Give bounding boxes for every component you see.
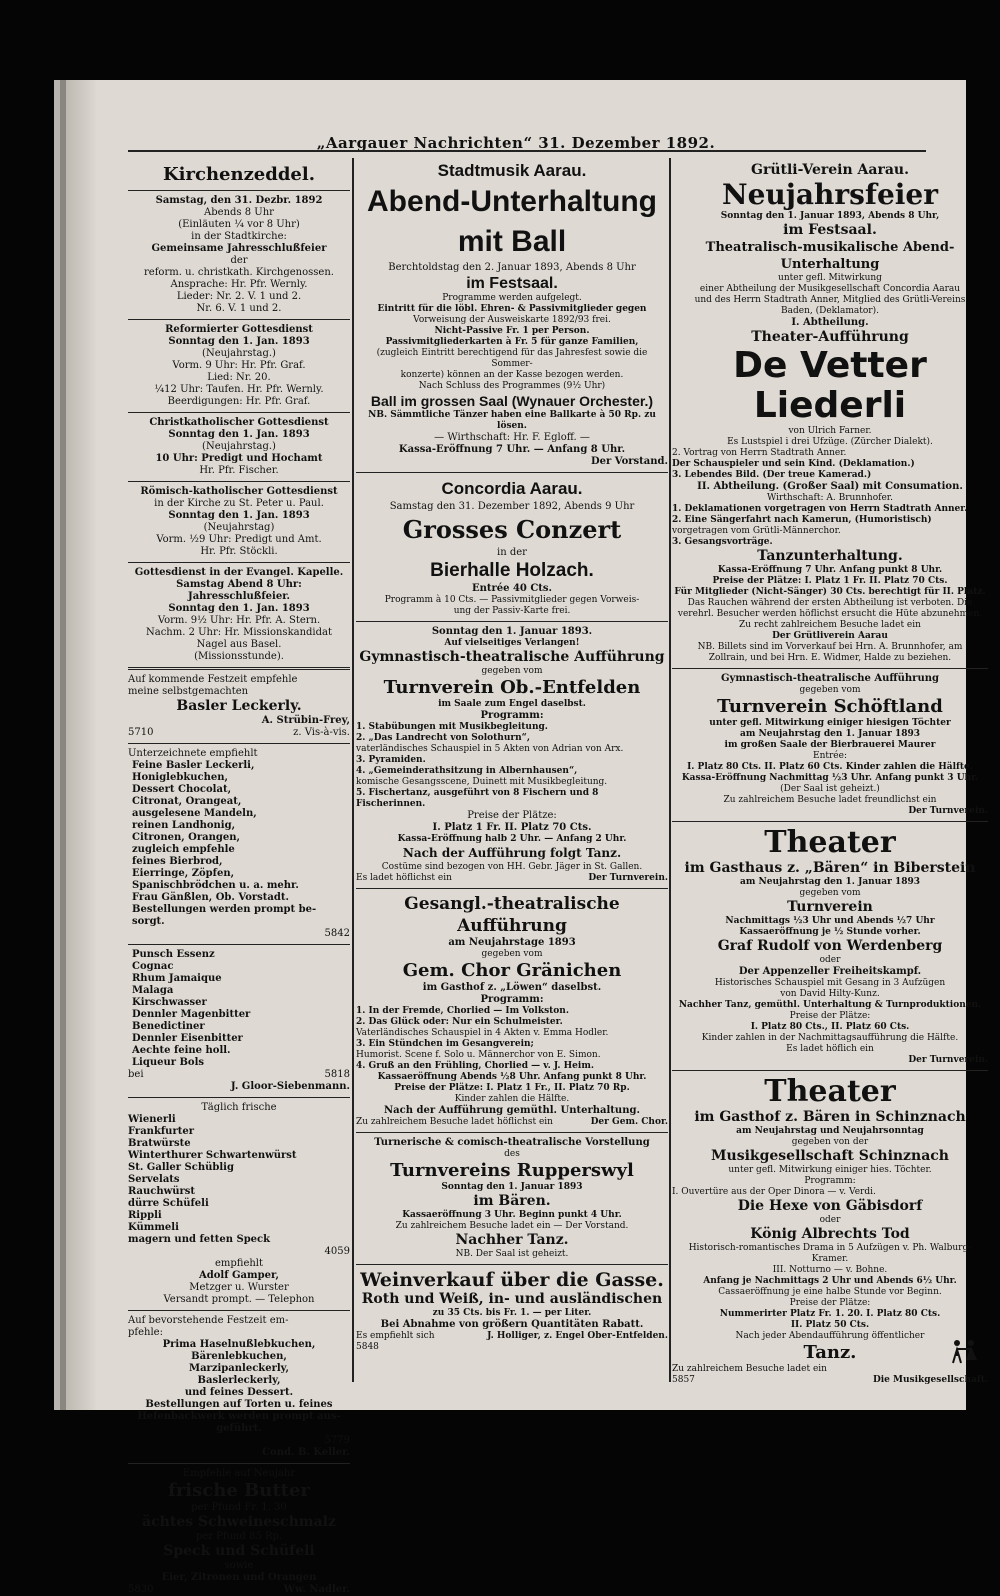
ent-items-line: 5. Fischertanz, ausgeführt von 8 Fischern und 8 Fischerinnen. — [356, 788, 599, 809]
gr3-note-line: Der Grütliverein Aarau — [772, 631, 888, 641]
gr-items-line: 2. Das Glück oder: Nur ein Schulmeister. — [356, 1017, 563, 1027]
sch-lines-line: im großen Saale der Bierbrauerei Maurer — [724, 740, 936, 750]
gr3-note-line: Zu recht zahlreichem Besuche ladet ein — [739, 620, 921, 630]
list1-line: Frau Gänßlen, Ob. Vorstadt. — [132, 892, 289, 903]
stadt-lines-line: Nicht-Passive Fr. 1 per Person. — [434, 326, 590, 336]
entfelden-ad: Sonntag den 1. Januar 1893. Auf vielseitiges Verlangen! Gymnastisch-theatralische Aufführung gegeben vom Turnverein Ob.-Entfelden im Saale zum Engel daselbst. Programm: 1. Stabübungen mit Musikbegleitung. 2. „Das Landrecht von Solothurn“, vaterländisches Schauspiel in 5 Akten von Adrian von Arx. 3. Pyramiden. 4. „Gemeinderathsitzung in Albernhausen“, komische Gesangsscene, Duinett mit Musikbegleitung. 5. Fischertanz, ausgeführt von 8 Fischern und 8 Fischerinnen. Preise der Plätze: I. Platz 1 Fr. II. Platz 70 Cts. Kassa-Eröffnung halb 2 Uhr. — Anfang 2 Uhr. Nach der Aufführung folgt Tanz. Costüme sind bezogen von HH. Gebr. Jäger in St. Gallen. Es ladet höflichst ein Der Turnverein. — [356, 626, 668, 883]
kirchen-title: Kirchenzeddel. — [163, 164, 315, 185]
th1-kinder-line: Kinder zahlen in der Nachmittagsaufführung die Hälfte. — [701, 1033, 959, 1043]
list1-line: Spanischbrödchen u. a. mehr. — [132, 880, 299, 891]
list1-line: Eierringe, Zöpfen, — [132, 868, 235, 879]
k2-line: Lied: Nr. 20. — [207, 372, 271, 383]
list1-line: Feine Basler Leckerli, — [132, 760, 255, 771]
wurst-seller-line: Versandt prompt. — Telephon — [163, 1294, 315, 1305]
column-3 — [672, 158, 988, 1385]
gr3-items2-line: vorgetragen vom Grütli-Männerchor. — [672, 526, 841, 536]
fest-line: Bestellungen auf Torten u. feines — [145, 1399, 333, 1410]
spirits-line: Aechte feine holl. — [132, 1045, 231, 1056]
header-rule — [128, 150, 926, 152]
ent-items-line: komische Gesangsscene, Duinett mit Musikbegleitung. — [356, 777, 608, 787]
spirits-line: Punsch Essenz — [132, 949, 215, 960]
wurst-line: dürre Schüfeli — [128, 1198, 209, 1209]
basler-ad: Unterzeichnete empfiehlt Feine Basler Leckerli, Honiglebkuchen, Dessert Chocolat, Citronat, Orangeat, ausgelesene Mandeln, reinen Landhonig, Citronen, Orangen, zugleich empfehle feines Bierbrod, Eierringe, Zöpfen, Spanischbrödchen u. a. mehr. Frau Gänßlen, Ob. Vorstadt. Bestellungen werden prompt be- sorgt. 5842 — [128, 748, 350, 939]
leckerly-ad: Auf kommende Festzeit empfehle meine selbstgemachten Basler Leckerly. A. Strübin-Frey, 5710 z. Vis-à-vis. — [128, 674, 350, 738]
rupperswyl-ad: Turnerische & comisch-theatralische Vorstellung des Turnvereins Rupperswyl Sonntag den 1. Januar 1893 im Bären. Kassaeröffnung 3 Uhr. Beginn punkt 4 Uhr. Zu zahlreichem Besuche ladet ein — Der Vorstand. Nachher Tanz. NB. Der Saal ist geheizt. — [374, 1137, 650, 1259]
column-divider-1 — [352, 158, 354, 1382]
k5-line: Samstag Abend 8 Uhr: — [176, 579, 302, 590]
kirchen-section-4 — [128, 486, 350, 558]
th1-desc-line: Historisches Schauspiel mit Gesang in 3 Aufzügen — [714, 978, 946, 988]
fest-line: Hefenbackwerk werden prompt aus- — [137, 1411, 341, 1422]
k5-line: Gottesdienst in der Evangel. Kapelle. — [134, 567, 344, 578]
gr3-note-line: Das Rauchen während der ersten Abtheilung ist verboten. Die — [687, 598, 973, 608]
spirits-ad: Punsch Essenz Cognac Rhum Jamaique Malaga Kirschwasser Dennler Magenbitter Benedictiner Dennler Eisenbitter Aechte feine holl. Liqueur Bols bei 5818 J. Gloor-Siebenmann. — [128, 949, 350, 1092]
gruetli-ad: Grütli-Verein Aarau. Neujahrsfeier Sonntag den 1. Januar 1893, Abends 8 Uhr, im Festsaal. Theatralisch-musikalische Abend-Unterhaltung unter gefl. Mitwirkung einer Abtheilung der Musikgesellschaft Concordia Aarau und des Herrn Stadtrath Anner, Mitglied des Grütli-Vereins Baden, (Deklamator). I. Abtheilung. Theater-Aufführung De Vetter Liederli von Ulrich Farner. Es Lustspiel i drei Ufzüge. (Zürcher Dialekt). 2. Vortrag von Herrn Stadtrath Anner. Der Schauspieler und sein Kind. (Deklamation.) 3. Lebendes Bild. (Der treue Kamerad.) II. Abtheilung. (Großer Saal) mit Consumation. Wirthschaft: A. Brunnhofer. 1. Deklamationen vorgetragen von Herrn Stadtrath Anner. 2. Eine Sängerfahrt nach Kamerun, (Humoristisch) vorgetragen vom Grütli-Männerchor. 3. Gesangsvorträge. Tanzunterhaltung. Kassa-Eröffnung 7 Uhr. Anfang punkt 8 Uhr. Preise der Plätze: I. Platz 1 Fr. II. Platz 70 Cts. Für Mitglieder (Nicht-Sänger) 30 Cts. berechtigt für II. Platz. Das Rauchen während der ersten Abtheilung ist verboten. Die verehrl. Besucher werden höflichst ersucht die Hüte abzunehmen. Zu recht zahlreichem Besuche ladet ein Der Grütliverein Aarau NB. Billets sind im Vorverkauf bei Hrn. A. Brunnhofer, am Zollrain, und bei Hrn. E. Widmer, Halde zu beziehen. — [672, 162, 988, 664]
k2-line: Beerdigungen: Hr. Pfr. Graf. — [167, 396, 311, 407]
gr3-lines-line: Baden, (Deklamator). — [781, 306, 879, 316]
ent-items-line: 4. „Gemeinderathsitzung in Albernhausen“, — [356, 766, 578, 776]
wurst-line: St. Galler Schüblig — [128, 1162, 234, 1173]
gr-items-line: 4. Gruß an den Frühling, Chorlied — v. J. Heim. — [356, 1061, 594, 1071]
k5-line: Jahresschlußfeier. — [187, 591, 291, 602]
list1-line: ausgelesene Mandeln, — [132, 808, 257, 819]
th2-prices-line: Nummerirter Platz Fr. 1. 20. I. Platz 80 Cts. — [719, 1309, 941, 1319]
wurst-line: magern und fetten Speck — [128, 1234, 271, 1245]
list1-line: zugleich empfehle — [132, 844, 235, 855]
wurst-line: Bratwürste — [128, 1138, 191, 1149]
k3-line: 10 Uhr: Predigt und Hochamt — [155, 453, 323, 464]
gr3-note-line: NB. Billets sind im Vorverkauf bei Hrn. A. Brunnhofer, am — [697, 642, 963, 652]
wurst-line: Wienerli — [128, 1114, 176, 1125]
gr3-items2-line: 2. Eine Sängerfahrt nach Kamerun, (Humoristisch) — [672, 515, 932, 525]
wurst-seller-line: Metzger u. Wurster — [189, 1282, 289, 1293]
th2-prices-line: II. Platz 50 Cts. — [790, 1320, 870, 1330]
wurst-seller-line: Adolf Gamper, — [199, 1270, 279, 1281]
kirchen-section-2 — [128, 324, 350, 408]
k1-line: Abends 8 Uhr — [204, 207, 274, 218]
th2-desc-line: III. Notturno — v. Bohne. — [772, 1265, 888, 1275]
k1-line: der — [230, 255, 248, 266]
list1-line: feines Bierbrod, — [132, 856, 223, 867]
wurst-line: Rauchwürst — [128, 1186, 196, 1197]
k3-line: Sonntag den 1. Jan. 1893 — [168, 429, 310, 440]
spirits-line: Cognac — [132, 961, 174, 972]
wurst-line: Frankfurter — [128, 1126, 194, 1137]
k1-line: Lieder: Nr. 2. V. 1 und 2. — [176, 291, 302, 302]
k2-line: (Neujahrstag.) — [202, 348, 276, 359]
gr3-lines-line: einer Abtheilung der Musikgesellschaft Concordia Aarau — [699, 284, 961, 294]
gr3-note-line: Zollrain, und bei Hrn. E. Widmer, Halde zu beziehen. — [708, 653, 952, 663]
k4-line: Hr. Pfr. Stöckli. — [200, 546, 278, 557]
fest-line: Baslerleckerly, — [197, 1375, 281, 1386]
weinverkauf-ad: Weinverkauf über die Gasse. Roth und Weiß, in- und ausländischen zu 35 Cts. bis Fr. 1. — per Liter. Bei Abnahme von größern Quantitäten Rabatt. Es empfiehlt sich J. Holliger, z. Engel Ober-Entfelden. 5848 — [356, 1269, 668, 1352]
k5-line: Sonntag den 1. Jan. 1893 — [168, 603, 310, 614]
stadtmusik-ad: Stadtmusik Aarau. Abend-Unterhaltung mit Ball Berchtoldstag den 2. Januar 1893, Abends 8 Uhr im Festsaal. Programme werden aufgelegt. Eintritt für die löbl. Ehren- & Passivmitglieder gegen Vorweisung der Ausweiskarte 1892/93 frei. Nicht-Passive Fr. 1 per Person. Passivmitgliederkarten à Fr. 5 für ganze Familien, (zugleich Eintritt berechtigend für das Jahresfest sowie die Sommer- konzerte) können an der Kasse bezogen werden. Nach Schluss des Programmes (9½ Uhr) Ball im grossen Saal (Wynauer Orchester.) NB. Sämmtliche Tänzer haben eine Ballkarte à 50 Rp. zu lösen. — Wirthschaft: Hr. F. Egloff. — Kassa-Eröffnung 7 Uhr. — Anfang 8 Uhr. Der Vorstand. — [356, 160, 668, 468]
k5-line: Vorm. 9½ Uhr: Hr. Pfr. A. Stern. — [157, 615, 321, 626]
fest-line: Bärenlebkuchen, — [191, 1351, 287, 1362]
spirits-line: Dennler Magenbitter — [132, 1009, 251, 1020]
gr3-items1-line: 3. Lebendes Bild. (Der treue Kamerad.) — [672, 470, 872, 480]
spirits-line: Kirschwasser — [132, 997, 207, 1008]
k2-line: Reformierter Gottesdienst — [165, 324, 313, 335]
fest-intro-line: pfehle: — [128, 1327, 163, 1338]
fest-line: Marzipanleckerly, — [189, 1363, 289, 1374]
gr3-items2-line: 1. Deklamationen vorgetragen von Herrn Stadtrath Anner. — [672, 504, 968, 514]
gr3-lines-line: und des Herrn Stadtrath Anner, Mitglied des Grütli-Vereins — [694, 295, 966, 305]
th1-desc-line: von David Hilty-Kunz. — [780, 989, 880, 999]
conc-note-line: ung der Passiv-Karte frei. — [453, 606, 571, 616]
list1-line: reinen Landhonig, — [132, 820, 236, 831]
spirits-line: Dennler Eisenbitter — [132, 1033, 243, 1044]
k1-line: Samstag, den 31. Dezbr. 1892 — [155, 195, 323, 206]
spirits-line: Rhum Jamaique — [132, 973, 222, 984]
wurst-ad: Täglich frische Wienerli Frankfurter Bratwürste Winterthurer Schwartenwürst St. Galler Schüblig Servelats Rauchwürst dürre Schüfeli Rippli Kümmeli magern und fetten Speck 4059 empfiehlt Adolf Gamper, Metzger u. Wurster Versandt prompt. — Telephon — [128, 1102, 350, 1305]
page-header: „Aargauer Nachrichten“ 31. Dezember 1892. — [316, 134, 716, 152]
stadt-lines-line: Eintritt für die löbl. Ehren- & Passivmitglieder gegen — [377, 304, 647, 314]
wurst-line: Winterthurer Schwartenwürst — [128, 1150, 297, 1161]
stadt-lines-line: konzerte) können an der Kasse bezogen werden. — [400, 370, 624, 380]
k1-line: Ansprache: Hr. Pfr. Wernly. — [170, 279, 308, 290]
schoeftland-ad: Gymnastisch-theatralische Aufführung gegeben vom Turnverein Schöftland unter gefl. Mitwirkung einiger hiesigen Töchter am Neujahrstag den 1. Januar 1893 im großen Saale der Bierbrauerei Maurer Entrée: I. Platz 80 Cts. II. Platz 60 Cts. Kinder zahlen die Hälfte. Kassa-Eröffnung Nachmittag ½3 Uhr. Anfang punkt 3 Uhr. (Der Saal ist geheizt.) Zu zahlreichem Besuche ladet freundlichst ein Der Turnverein. — [672, 673, 988, 817]
k1-line: Gemeinsame Jahresschlußfeier — [151, 243, 327, 254]
k5-line: Nagel aus Basel. — [196, 639, 282, 650]
gr-items-line: Humorist. Scene f. Solo u. Männerchor von E. Simon. — [356, 1050, 601, 1060]
k3-line: (Neujahrstag.) — [202, 441, 276, 452]
fest-line: geführt. — [216, 1423, 262, 1434]
list1-line: Bestellungen werden prompt be- — [132, 904, 317, 915]
graenichen-ad: Gesangl.-theatralische Aufführung am Neujahrstage 1893 gegeben vom Gem. Chor Gränichen im Gasthof z. „Löwen“ daselbst. Programm: 1. In der Fremde, Chorlied — Im Volkston. 2. Das Glück oder: Nur ein Schulmeister. Vaterländisches Schauspiel in 4 Akten v. Emma Hodler. 3. Ein Stündchen im Gesangverein; Humorist. Scene f. Solo u. Männerchor von E. Simon. 4. Gruß an den Frühling, Chorlied — v. J. Heim. Kassaeröffnung Abends ½8 Uhr. Anfang punkt 8 Uhr. Preise der Plätze: I. Platz 1 Fr., II. Platz 70 Rp. Kinder zahlen die Hälfte. Nach der Aufführung gemüthl. Unterhaltung. Zu zahlreichem Besuche ladet höflichst ein Der Gem. Chor. — [356, 894, 668, 1127]
k3-line: Christkatholischer Gottesdienst — [149, 417, 329, 428]
k4-line: (Neujahrstag) — [203, 522, 275, 533]
th2-lines-line: unter gefl. Mitwirkung einiger hies. Töchter. — [728, 1165, 932, 1175]
k2-line: ¼12 Uhr: Taufen. Hr. Pfr. Wernly. — [154, 384, 324, 395]
k2-line: Vorm. 9 Uhr: Hr. Pfr. Graf. — [172, 360, 306, 371]
k1-line: (Einläuten ¼ vor 8 Uhr) — [178, 219, 300, 230]
wurst-line: Kümmeli — [128, 1222, 179, 1233]
schinznach-ad: Theater im Gasthof z. Bären in Schinznach am Neujahrstag und Neujahrsonntag gegeben von der Musikgesellschaft Schinznach unter gefl. Mitwirkung einiger hies. Töchter. Programm: I. Ouvertüre aus der Oper Dinora — v. Verdi. Die Hexe von Gäbisdorf oder König Albrechts Tod Historisch-romantisches Drama in 5 Aufzügen v. Ph. Walburg-Kramer. III. Notturno — v. Bohne. Anfang je Nachmittags 2 Uhr und Abends 6½ Uhr. Cassaeröffnung je eine halbe Stunde vor Beginn. Preise der Plätze: Nummerirter Platz Fr. 1. 20. I. Platz 80 Cts. II. Platz 50 Cts. Nach jeder Abendaufführung öffentlicher Tanz. Zu zahlreichem Besuche ladet ein 5857 Die Musikgesellschaft. — [672, 1074, 988, 1385]
k1-line: reform. u. christkath. Kirchgenossen. — [144, 267, 334, 278]
k5-line: (Missionsstunde). — [194, 651, 284, 662]
ent-items-line: vaterländisches Schauspiel in 5 Akten von Adrian von Arx. — [356, 744, 624, 754]
gr3-note-line: verehrl. Besucher werden höflichst ersucht die Hüte abzunehmen. — [677, 609, 983, 619]
k5-line: Nachm. 2 Uhr: Hr. Missionskandidat — [145, 627, 333, 638]
gr-items-line: 1. In der Fremde, Chorlied — Im Volkston. — [356, 1006, 569, 1016]
th2-desc-line: Historisch-romantisches Drama in 5 Aufzügen v. Ph. Walburg-Kramer. — [688, 1243, 972, 1264]
k2-line: Sonntag den 1. Jan. 1893 — [168, 336, 310, 347]
gr3-note-line: Für Mitglieder (Nicht-Sänger) 30 Cts. berechtigt für II. Platz. — [674, 587, 986, 597]
list1-line: Citronat, Orangeat, — [132, 796, 242, 807]
gr3-lines-line: unter gefl. Mitwirkung — [778, 273, 882, 283]
stadt-lines-line: Nach Schluss des Programmes (9½ Uhr) — [418, 381, 606, 391]
wurst-line: Servelats — [128, 1174, 180, 1185]
gr-items-line: Vaterländisches Schauspiel in 4 Akten v. Emma Hodler. — [356, 1028, 609, 1038]
wurst-seller-line: empfiehlt — [214, 1258, 264, 1269]
k3-line: Hr. Pfr. Fischer. — [199, 465, 279, 476]
ent-items-line: 3. Pyramiden. — [356, 755, 426, 765]
gr-items-line: 3. Ein Stündchen im Gesangverein; — [356, 1039, 534, 1049]
fest-intro-line: Auf bevorstehende Festzeit em- — [128, 1315, 289, 1326]
conc-note-line: Programm à 10 Cts. — Passivmitglieder gegen Vorweis- — [384, 595, 640, 605]
kirchen-section-3 — [128, 417, 350, 477]
list1-line: sorgt. — [132, 916, 165, 927]
column-1 — [128, 158, 350, 1595]
neujahr-ad: Empfehle auf Neujahr frische Butter per Pfund Fr. 1. 30 ächtes Schweineschmalz per Pfund 85 Rp. Speck und Schüfeli sowie Eier, Zitronen und Orangen 5830 Ww. Nadler. — [128, 1468, 350, 1595]
gr3-items1-line: Der Schauspieler und sein Kind. (Deklamation.) — [672, 459, 915, 469]
column-2 — [356, 158, 668, 1382]
fest-line: Prima Haselnußlebkuchen, — [162, 1339, 316, 1350]
th2-lines-line: Programm: — [804, 1176, 856, 1186]
list1-line: Dessert Chocolat, — [132, 784, 232, 795]
newspaper-page — [66, 80, 988, 1595]
dancers-icon — [944, 1338, 984, 1364]
stadt-lines-line: (zugleich Eintritt berechtigend für das Jahresfest sowie die Sommer- — [376, 348, 648, 369]
ent-items-line: 1. Stabübungen mit Musikbegleitung. — [356, 722, 548, 732]
sch-lines-line: unter gefl. Mitwirkung einiger hiesigen Töchter — [709, 718, 951, 728]
concordia-ad: Concordia Aarau. Samstag den 31. Dezember 1892, Abends 9 Uhr Grosses Conzert in der Bierhalle Holzach. Entrée 40 Cts. Programm à 10 Cts. — Passivmitglieder gegen Vorweis- ung der Passiv-Karte frei. — [356, 477, 668, 617]
spirits-line: Malaga — [132, 985, 174, 996]
gr3-items2-line: 3. Gesangsvorträge. — [672, 537, 773, 547]
k4-line: Vorm. ½9 Uhr: Predigt und Amt. — [156, 534, 322, 545]
k4-line: Römisch-katholischer Gottesdienst — [140, 486, 338, 497]
kirchen-section-1 — [128, 195, 350, 315]
k1-line: in der Stadtkirche: — [191, 231, 287, 242]
stadt-lines-line: Vorweisung der Ausweiskarte 1892/93 frei. — [413, 315, 611, 325]
kirchen-section-5 — [128, 567, 350, 663]
k4-line: Sonntag den 1. Jan. 1893 — [168, 510, 310, 521]
sch-lines-line: am Neujahrstag den 1. Januar 1893 — [740, 729, 920, 739]
list1-line: Honiglebkuchen, — [132, 772, 229, 783]
spirits-line: Benedictiner — [132, 1021, 205, 1032]
spirits-line: Liqueur Bols — [132, 1057, 205, 1068]
stadt-lines-line: Programme werden aufgelegt. — [442, 293, 582, 303]
gr3-items1-line: 2. Vortrag von Herrn Stadtrath Anner. — [672, 448, 847, 458]
wurst-line: Rippli — [128, 1210, 162, 1221]
fest-line: und feines Dessert. — [184, 1387, 294, 1398]
ent-items-line: 2. „Das Landrecht von Solothurn“, — [356, 733, 530, 743]
stadt-lines-line: Passivmitgliederkarten à Fr. 5 für ganze Familien, — [385, 337, 639, 347]
k1-line: Nr. 6. V. 1 und 2. — [196, 303, 282, 314]
column-divider-2 — [669, 158, 671, 1382]
th1-kinder-line: Es ladet höflich ein — [786, 1044, 874, 1054]
biberstein-ad: Theater im Gasthaus z. „Bären“ in Biberstein am Neujahrstag den 1. Januar 1893 gegeben vom Turnverein Nachmittags ½3 Uhr und Abends ½7 Uhr Kassaeröffnung je ½ Stunde vorher. Graf Rudolf von Werdenberg oder Der Appenzeller Freiheitskampf. Historisches Schauspiel mit Gesang in 3 Aufzügen von David Hilty-Kunz. Nachher Tanz, gemüthl. Unterhaltung & Turnproduktionen. Preise der Plätze: I. Platz 80 Cts., II. Platz 60 Cts. Kinder zahlen in der Nachmittagsaufführung die Hälfte. Es ladet höflich ein Der Turnverein. — [672, 826, 988, 1066]
list1-line: Citronen, Orangen, — [132, 832, 241, 843]
festzeit-ad: Auf bevorstehende Festzeit em- pfehle: Prima Haselnußlebkuchen, Bärenlebkuchen, Marzipanleckerly, Baslerleckerly, und feines Dessert. Bestellungen auf Torten u. feines Hefenbackwerk werden prompt aus- geführt. 5779 Cond. B. Keller. — [128, 1315, 350, 1458]
k4-line: in der Kirche zu St. Peter u. Paul. — [154, 498, 324, 509]
